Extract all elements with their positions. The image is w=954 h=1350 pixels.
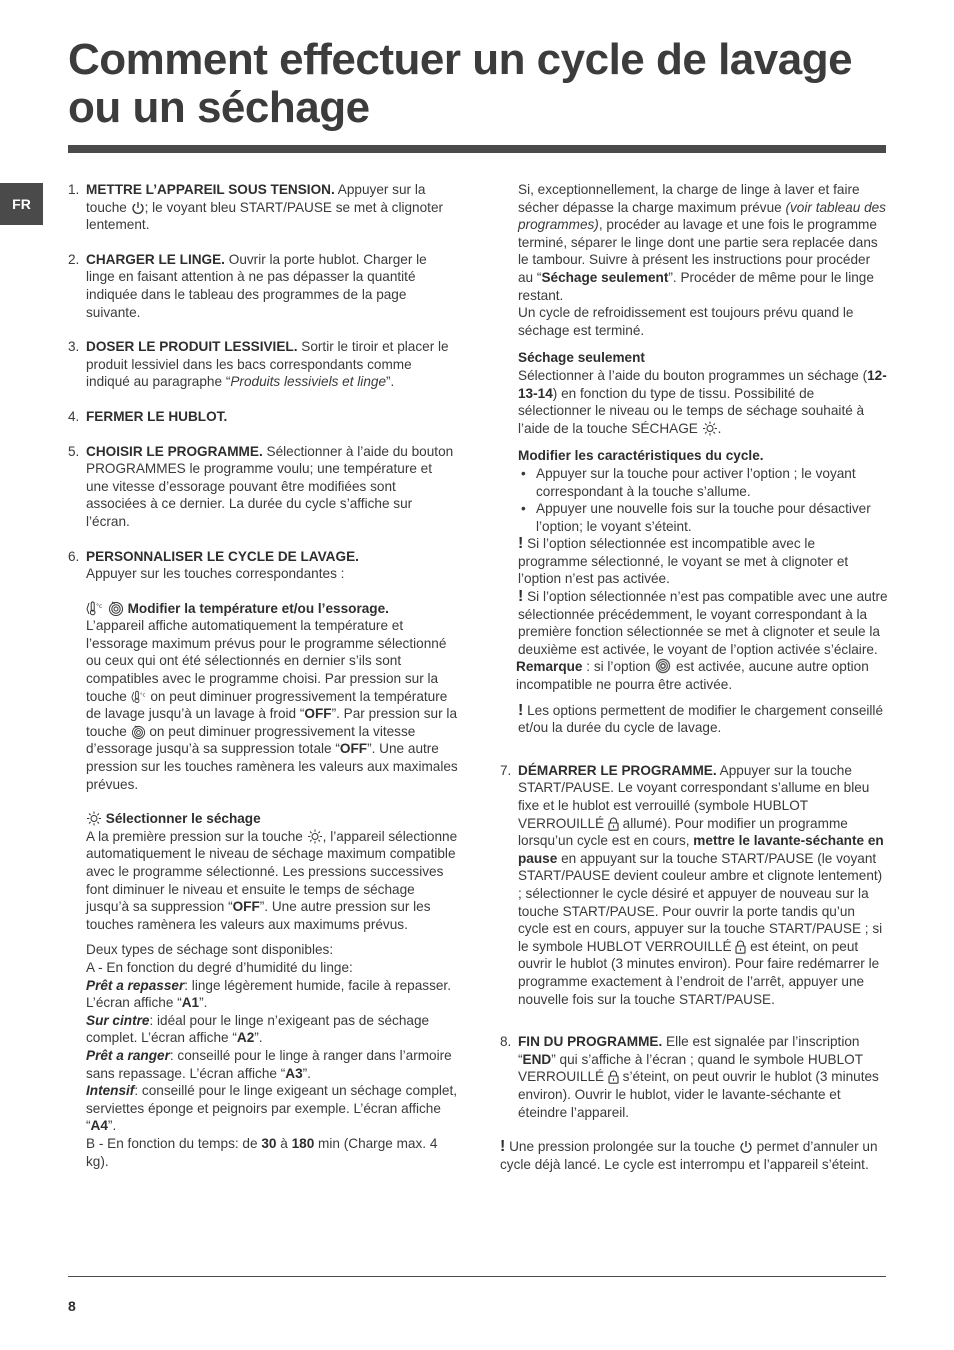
temperature-section-heading bbox=[86, 600, 458, 618]
step-heading: CHOISIR LE PROGRAMME. bbox=[86, 443, 263, 459]
step-heading: PERSONNALISER LE CYCLE DE LAVAGE. bbox=[86, 548, 359, 564]
warning-options-note bbox=[518, 702, 888, 737]
temperature-icon bbox=[86, 601, 104, 616]
step-number: 2. bbox=[68, 251, 80, 267]
bullet: • bbox=[521, 501, 526, 517]
text: : conseillé pour le linge à ranger dans l’armoire sans repassage. L’écran affiche “ bbox=[86, 1047, 452, 1081]
step-4 bbox=[68, 408, 458, 426]
cancel-cycle-note bbox=[500, 1138, 888, 1173]
text: ) en fonction du type de tissu. Possibilité de sélectionner le niveau ou le temps de séchage souhaité à l’aide de la touche SÉCHAGE bbox=[518, 385, 865, 436]
drying-types-intro: Deux types de séchage sont disponibles: bbox=[86, 942, 334, 958]
text: Appuyer sur la touche pour activer l’option ; le voyant correspondant à la touche s’allume. bbox=[536, 465, 856, 499]
drying-icon bbox=[702, 421, 718, 436]
off-value: OFF bbox=[304, 706, 332, 722]
power-icon bbox=[131, 201, 145, 215]
text: permet d’annuler un cycle déjà lancé. Le cycle est interrompu et l’appareil s’éteint. bbox=[500, 1139, 878, 1172]
text: ”. bbox=[199, 995, 208, 1011]
modify-section bbox=[518, 447, 888, 737]
option-sur-cintre bbox=[86, 1012, 458, 1047]
lock-icon bbox=[608, 817, 619, 831]
text: Sélectionner à l’aide du bouton programmes un séchage ( bbox=[518, 367, 868, 383]
text: : si l’option bbox=[582, 659, 655, 675]
text: est éteint, on peut ouvrir le hublot (3 minutes environ). Pour faire redémarrer le programme exactement à l’endroit de l’arrêt, appuyer une nouvelle fois sur la touche START/PAUSE. bbox=[518, 938, 880, 1007]
step-number: 5. bbox=[68, 443, 80, 459]
cooling-note: Un cycle de refroidissement est toujours prévu quand le séchage est terminé. bbox=[518, 305, 854, 338]
text: : idéal pour le linge n’exigeant pas de séchage complet. L’écran affiche “ bbox=[86, 1012, 430, 1046]
display-code: END bbox=[522, 1051, 552, 1067]
page-number: 8 bbox=[68, 1298, 76, 1314]
text: , procéder au lavage et une fois le programme terminé, séparer le linge dont une partie sera replacée dans le tambour. Suivre à présent les instructions pour procéder au “ bbox=[518, 217, 878, 285]
title-underline bbox=[68, 145, 886, 153]
step-text: Sortir le tiroir et placer le produit lessiviel dans les bacs correspondants comme indiqué au paragraphe “ bbox=[86, 339, 449, 390]
value: 180 bbox=[291, 1135, 315, 1151]
text: ”. Une autre pression sur les touches ramènera les valeurs aux maximums prévus. bbox=[86, 899, 431, 932]
svg-text:°c: °c bbox=[96, 602, 103, 610]
step-number: 7. bbox=[500, 762, 512, 778]
drying-only-section bbox=[518, 349, 888, 437]
step-1 bbox=[68, 181, 458, 234]
section-heading: Séchage seulement bbox=[518, 350, 645, 366]
text: Une pression prolongée sur la touche bbox=[505, 1139, 739, 1155]
option-name: Prêt a repasser bbox=[86, 977, 185, 993]
warning-icon: ! bbox=[518, 535, 524, 553]
temperature-paragraph bbox=[86, 617, 458, 793]
text: Si l’option sélectionnée n’est pas compatible avec une autre sélectionnée précédemment, le voyant correspondant à la première fonction sélectionnée se met à clignoter et seule la deuxième est activée, le voyant de l’option activée s’éclaire. bbox=[518, 589, 888, 657]
text: Appuyer sur la touche START/PAUSE. Le voyant correspondant s’allume en bleu fixe et le hublot est verrouillé (symbole HUBLOT VERROUILLÉ bbox=[518, 762, 870, 831]
bullet-item bbox=[518, 465, 888, 500]
text: à bbox=[276, 1135, 292, 1151]
step-heading: METTRE L’APPAREIL SOUS TENSION. bbox=[86, 182, 335, 197]
step-8 bbox=[500, 1033, 888, 1121]
spin-icon bbox=[108, 601, 124, 616]
text: ”. Une autre pression sur les touches ramènera les valeurs aux maximales prévues. bbox=[86, 741, 458, 792]
footer-divider bbox=[68, 1276, 886, 1277]
option-name: Sur cintre bbox=[86, 1012, 150, 1028]
option-name: Prêt a ranger bbox=[86, 1047, 170, 1063]
warning-incompatible-option bbox=[518, 588, 888, 658]
text: ”. bbox=[254, 1030, 263, 1046]
overload-paragraph bbox=[518, 181, 888, 339]
drying-section-heading bbox=[86, 810, 458, 828]
lock-icon bbox=[608, 1070, 619, 1084]
drying-icon bbox=[307, 829, 323, 844]
step-text: Sélectionner à l’aide du bouton PROGRAMMES le programme voulu; une température et une vitesse d’essorage pouvant être modifiées sont associées à ce dernier. La durée du cycle s’affiche sur l’écran. bbox=[86, 443, 454, 529]
drying-icon bbox=[86, 811, 102, 826]
text: L’appareil affiche automatiquement la température et l’essorage maximum prévus pour le programme sélectionné ou ceux qui ont été sélectionnés en dernier s’ils sont compatibles avec le programme choisi. Par pression sur la touche bbox=[86, 618, 447, 704]
step-heading: CHARGER LE LINGE. bbox=[86, 251, 225, 267]
step-number: 8. bbox=[500, 1034, 512, 1050]
display-code: A1 bbox=[181, 995, 200, 1011]
text: Les options permettent de modifier le chargement conseillé et/ou la durée du cycle de lavage. bbox=[518, 702, 884, 736]
option-pret-repasser bbox=[86, 977, 458, 1012]
step-heading: FERMER LE HUBLOT. bbox=[86, 408, 228, 424]
text: on peut diminuer progressivement la température de lavage jusqu’à un lavage à froid “ bbox=[86, 688, 448, 722]
step-text: Appuyer sur les touches correspondantes : bbox=[86, 566, 345, 582]
step-5 bbox=[68, 443, 458, 531]
step-number: 6. bbox=[68, 548, 80, 564]
step-number: 3. bbox=[68, 339, 80, 355]
remark bbox=[516, 658, 888, 693]
text: min (Charge max. 4 kg). bbox=[86, 1135, 438, 1169]
display-code: A2 bbox=[236, 1030, 255, 1046]
bullet-item bbox=[518, 500, 888, 535]
spiral-option-icon bbox=[654, 658, 672, 674]
lock-icon bbox=[735, 940, 746, 954]
svg-text:°c: °c bbox=[139, 692, 146, 699]
option-name: Intensif bbox=[86, 1083, 135, 1099]
warning-icon: ! bbox=[518, 588, 524, 606]
label: B bbox=[86, 1135, 96, 1151]
temperature-heading-text: Modifier la température et/ou l’essorage. bbox=[127, 600, 389, 616]
option-pret-ranger bbox=[86, 1047, 458, 1082]
warning-incompatible-program bbox=[518, 535, 888, 588]
left-column bbox=[68, 181, 458, 1187]
text: , l’appareil sélectionne automatiquement le niveau de séchage maximum compatible avec le programme sélectionné. Les pressions successives font diminuer le niveau et ensuite le temps de séchage jusqu’à sa suppression “ bbox=[86, 828, 458, 915]
text: : conseillé pour le linge exigeant un séchage complet, serviettes éponge et peignoirs par exemple. L’écran affiche “ bbox=[86, 1083, 458, 1134]
step-number: 1. bbox=[68, 182, 80, 197]
step-text: Appuyer sur la touche bbox=[86, 182, 426, 215]
text: Si, exceptionnellement, la charge de linge à laver et faire sécher dépasse la charge maximum prévue bbox=[518, 182, 860, 215]
step-number: 4. bbox=[68, 408, 80, 424]
text: ” qui s’affiche à l’écran ; quand le symbole HUBLOT VERROUILLÉ bbox=[518, 1051, 863, 1085]
text: Si l’option sélectionnée est incompatible avec le programme sélectionné, le voyant se met à clignoter et l’option n’est pas activée. bbox=[518, 536, 849, 587]
off-value: OFF bbox=[232, 899, 260, 915]
step-heading: DÉMARRER LE PROGRAMME. bbox=[518, 762, 717, 778]
spin-icon bbox=[131, 725, 146, 739]
display-code: A4 bbox=[90, 1118, 108, 1134]
text: - En fonction du degré d’humidité du linge: bbox=[94, 959, 353, 975]
value: 30 bbox=[261, 1135, 277, 1151]
text: ”. Procéder de même pour le linge restant. bbox=[518, 269, 874, 303]
reference: (voir tableau des programmes) bbox=[518, 199, 886, 233]
warning-icon: ! bbox=[500, 1138, 506, 1156]
text: s’éteint, on peut ouvrir le hublot (3 minutes environ). Ouvrir le hublot, vider le lavante-séchante et éteindre l’appareil. bbox=[518, 1069, 879, 1120]
power-icon bbox=[739, 1140, 753, 1154]
text: ”. Par pression sur la touche bbox=[86, 706, 458, 739]
text: est activée, aucune autre option incompatible ne pourra être activée. bbox=[516, 659, 869, 693]
program-numbers: 12-13-14 bbox=[518, 367, 887, 401]
text: en appuyant sur la touche START/PAUSE (le voyant START/PAUSE devient couleur ambre et clignote lentement) ; sélectionner le cycle désiré et appuyer de nouveau sur la touche START/PAUSE. Pour ouvrir la porte tandis qu’un cycle est en cours, appuyer sur la touche START/PAUSE ; si le symbole HUBLOT VERROUILLÉ bbox=[518, 850, 883, 954]
step-2 bbox=[68, 251, 458, 321]
reference: Séchage seulement bbox=[541, 269, 669, 285]
remark-label: Remarque bbox=[516, 659, 583, 675]
text: ”. bbox=[302, 1065, 311, 1081]
text: : linge légèrement humide, facile à repasser. L’écran affiche “ bbox=[86, 977, 451, 1011]
off-value: OFF bbox=[339, 741, 368, 757]
display-code: A3 bbox=[285, 1065, 303, 1081]
text: A la première pression sur la touche bbox=[86, 828, 307, 844]
emphasis: mettre le lavante-séchante en pause bbox=[518, 833, 884, 866]
step-6 bbox=[68, 548, 458, 1171]
step-text: Ouvrir la porte hublot. Charger le linge en faisant attention à ne pas dépasser la quantité indiquée dans le tableau des programmes de la page suivante. bbox=[86, 251, 427, 320]
step-text: ; le voyant bleu START/PAUSE se met à clignoter lentement. bbox=[86, 199, 444, 233]
step-3 bbox=[68, 338, 458, 391]
reference-title: Produits lessiviels et linge bbox=[230, 374, 387, 390]
text: allumé). Pour modifier un programme lorsqu’un cycle est en cours, bbox=[518, 815, 848, 849]
language-tab: FR bbox=[0, 183, 43, 225]
bullet: • bbox=[521, 465, 526, 481]
text: Appuyer une nouvelle fois sur la touche pour désactiver l’option; le voyant s’éteint. bbox=[536, 501, 871, 534]
text: - En fonction du temps: de bbox=[95, 1135, 262, 1151]
text: on peut diminuer progressivement la vitesse d’essorage jusqu’à sa suppression totale “ bbox=[86, 723, 416, 757]
label: A bbox=[86, 959, 95, 975]
warning-icon: ! bbox=[518, 701, 524, 719]
text: Elle est signalée par l’inscription “ bbox=[518, 1034, 860, 1067]
step-text: ”. bbox=[386, 374, 395, 390]
drying-heading-text: Sélectionner le séchage bbox=[105, 811, 261, 827]
drying-paragraph bbox=[86, 828, 458, 934]
step-7 bbox=[500, 762, 888, 1008]
temperature-icon bbox=[131, 690, 147, 704]
right-column bbox=[500, 181, 888, 1173]
page-title: Comment effectuer un cycle de lavage ou un séchage bbox=[68, 35, 853, 132]
step-heading: DOSER LE PRODUIT LESSIVIEL. bbox=[86, 339, 298, 355]
option-intensif bbox=[86, 1082, 458, 1135]
step-heading: FIN DU PROGRAMME. bbox=[518, 1034, 663, 1050]
text: . bbox=[717, 420, 722, 436]
section-heading: Modifier les caractéristiques du cycle. bbox=[518, 448, 764, 464]
text: ”. bbox=[107, 1118, 117, 1134]
drying-type-a bbox=[86, 959, 458, 977]
drying-type-b bbox=[86, 1135, 458, 1170]
